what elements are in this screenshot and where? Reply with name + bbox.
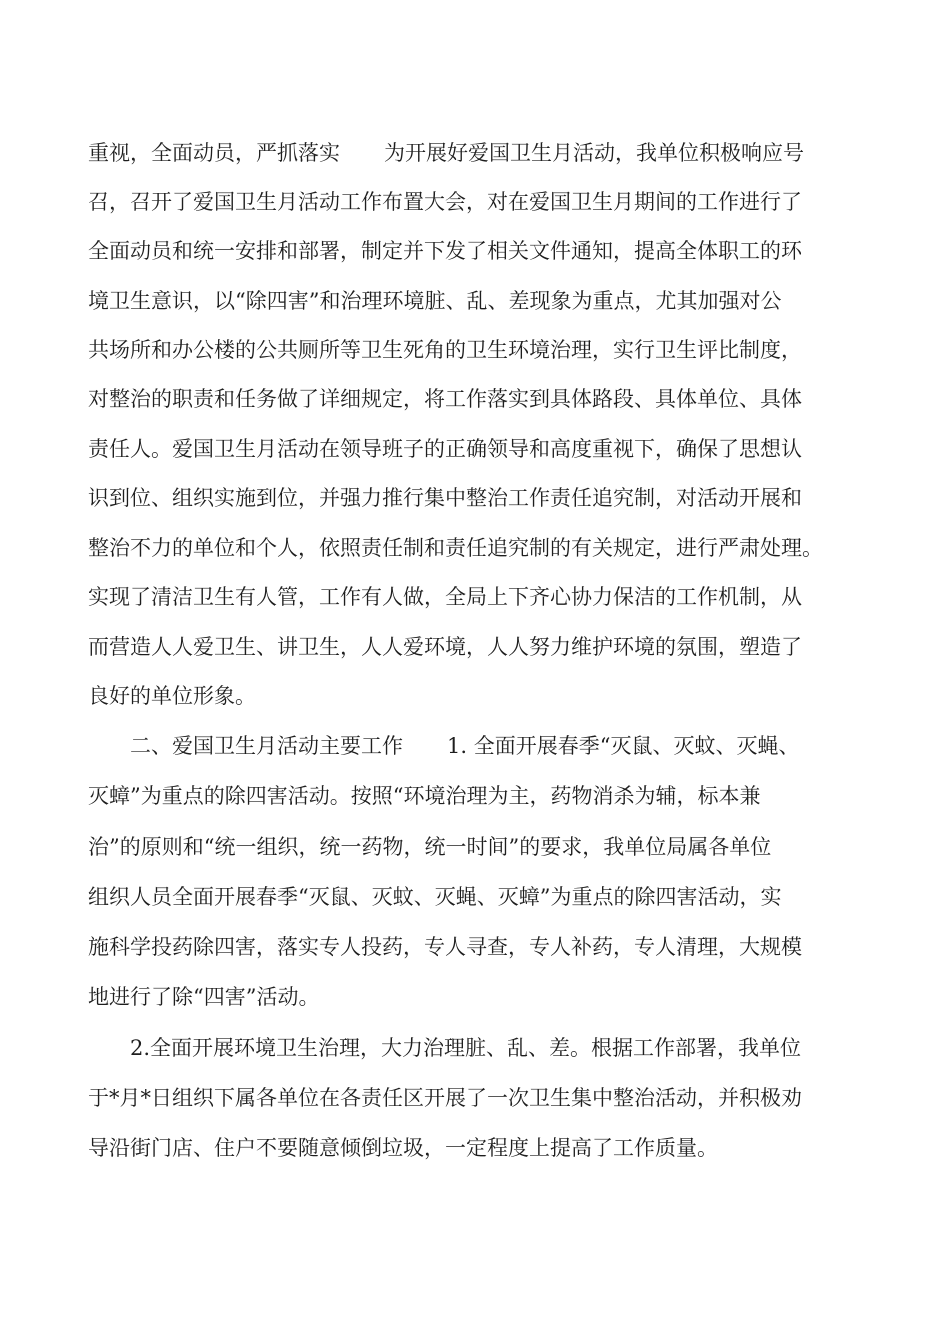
paragraph-2-line-4: 组织人员全面开展春季“灭鼠、灭蚊、灭蝇、灭蟑”为重点的除四害活动，实 [88,885,782,909]
paragraph-1-line-10: 实现了清洁卫生有人管，工作有人做，全局上下齐心协力保洁的工作机制，从 [88,585,802,609]
paragraph-1-line-8: 识到位、组织实施到位，并强力推行集中整治工作责任追究制，对活动开展和 [88,486,802,510]
paragraph-1-line-2: 召，召开了爱国卫生月活动工作布置大会，对在爱国卫生月期间的工作进行了 [88,190,802,214]
paragraph-2-line-6: 地进行了除“四害”活动。 [88,985,320,1009]
paragraph-3-line-3: 导沿街门店、住户不要随意倾倒垃圾，一定程度上提高了工作质量。 [88,1136,718,1160]
section-heading-1: 重视，全面动员，严抓落实 [88,141,340,165]
paragraph-2-line-1 [130,731,888,761]
paragraph-1-line-5: 共场所和办公楼的公共厕所等卫生死角的卫生环境治理，实行卫生评比制度， [88,338,802,362]
section-heading-2: 二、爱国卫生月活动主要工作 [130,734,403,758]
paragraph-1-line-9: 整治不力的单位和个人，依照责任制和责任追究制的有关规定，进行严肃处理。 [88,536,823,560]
paragraph-1-line-6: 对整治的职责和任务做了详细规定，将工作落实到具体路段、具体单位、具体 [88,387,802,411]
paragraph-2-line-3: 治”的原则和“统一组织，统一药物，统一时间”的要求，我单位局属各单位 [88,835,772,859]
body-text: 1. 全面开展春季“灭鼠、灭蚊、灭蝇、 [447,734,800,758]
paragraph-1-line-12: 良好的单位形象。 [88,684,256,708]
body-text: 为开展好爱国卫生月活动，我单位积极响应号 [384,141,804,165]
paragraph-3-line-2: 于*月*日组织下属各单位在各责任区开展了一次卫生集中整治活动，并积极劝 [88,1086,802,1110]
paragraph-3-line-1: 2.全面开展环境卫生治理，大力治理脏、乱、差。根据工作部署，我单位 [130,1036,802,1060]
paragraph-1-line-11: 而营造人人爱卫生、讲卫生，人人爱环境，人人努力维护环境的氛围，塑造了 [88,635,802,659]
paragraph-1-line-3: 全面动员和统一安排和部署，制定并下发了相关文件通知，提高全体职工的环 [88,239,802,263]
paragraph-2-line-2: 灭蟑”为重点的除四害活动。按照“环境治理为主，药物消杀为辅，标本兼 [88,784,761,808]
paragraph-1-line-4: 境卫生意识，以“除四害”和治理环境脏、乱、差现象为重点，尤其加强对公 [88,289,782,313]
paragraph-1-line-7: 责任人。爱国卫生月活动在领导班子的正确领导和高度重视下，确保了思想认 [88,437,802,461]
paragraph-2-line-5: 施科学投药除四害，落实专人投药，专人寻查，专人补药，专人清理，大规模 [88,935,802,959]
paragraph-1-line-1 [88,138,888,168]
